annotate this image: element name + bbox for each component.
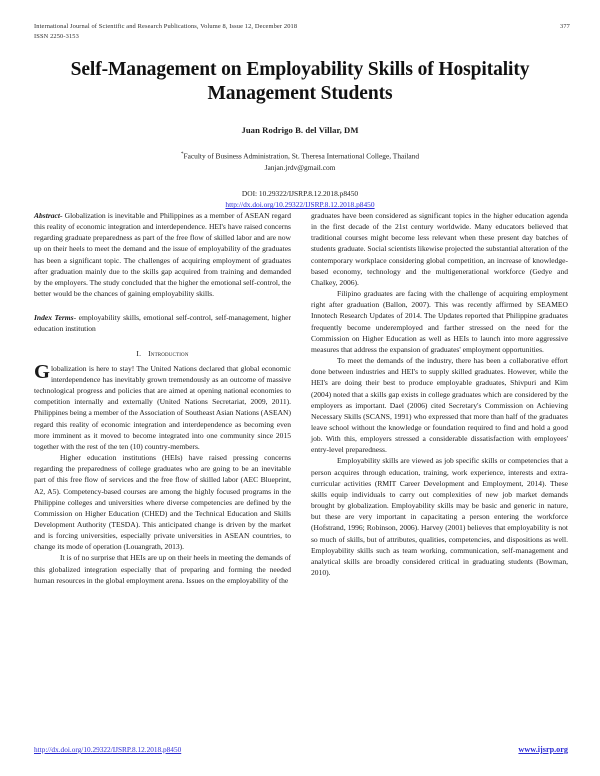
author-email: Janjan.jrdv@gmail.com <box>264 162 336 172</box>
right-paragraph-3: To meet the demands of the industry, there has been a collaborative effort done between industries and HEI's to supply skilled graduates. However, while the HEI's are doing their best to produce employable graduates, Shivpuri and Kim (2004) noted that a skills gap exists in college graduates which are considered by the employers as important. Dael (2006) cited Secretary's Commission on Achieving Necessary Skills (SCANS, 1991) who expressed that more than half of the graduates leave school without the knowledge or foundation required to find and hold a good job. With this, employers stressed a considerable dissatisfaction with employees' entry-level preparedness. <box>311 356 568 455</box>
index-terms-label: Index Terms <box>34 313 74 323</box>
intro-paragraph-1-text: lobalization is here to stay! The United Nations declared that global economic interdependence has inevitably grown tremendously as an outcome of massive technological progress and policies that are aimed at opening national economies to competition internally and externally (United Nations Secretariat, 2009, 2011). Philippines being a member of the Association of Southeast Asian Nations (ASEAN) regard this reality of economic integration and interdependence as becoming even more imminent as it moved to become integrated into one community since 2015 together with the rest of the ten (10) country-members. <box>34 363 291 451</box>
page-number: 377 <box>560 23 570 30</box>
affiliation <box>42 151 558 162</box>
page-title: Self-Management on Employability Skills of Hospitality Management Students <box>70 59 530 105</box>
footer-site-link[interactable]: www.ijsrp.org <box>518 745 568 754</box>
abstract-text: Globalization is inevitable and Philippines as a member of ASEAN regard this reality of economic integration and interdependence. HEI's have raised concerns regarding graduate preparedness as part of the free flow of skilled labor and are now up on their heels to meet the demand and the issue of employability of the graduates has been a significant topic. The challenges of acquiring employment of graduates after graduation mainly due to the skills gap acquired from training and demanded by the employers. The study concluded that the higher the emotional self-control, the better would be the chances of gaining employability skills. <box>34 211 291 299</box>
doi-block <box>42 188 558 210</box>
author-name: Juan Rodrigo B. del Villar, DM <box>241 125 359 136</box>
intro-paragraph-3: It is of no surprise that HEIs are up on their heels in meeting the demands of this globalized integration especially that of preparing and forming the needed human resources in the global employment arena. Issues on the employability of the <box>34 553 291 585</box>
section-numeral: I. <box>136 348 142 358</box>
title-block <box>42 58 558 211</box>
index-terms-paragraph <box>34 312 291 334</box>
drop-cap: G <box>34 360 50 383</box>
intro-paragraph-1 <box>34 360 291 452</box>
affiliation-marker: * <box>180 151 184 158</box>
running-head-left <box>34 22 297 42</box>
section-heading-introduction <box>34 348 291 359</box>
abstract-paragraph <box>34 210 291 299</box>
affiliation-text: Faculty of Business Administration, St. Theresa International College, Thailand <box>183 151 420 161</box>
doi-label: DOI: 10.29322/IJSRP.8.12.2018.p8450 <box>241 189 359 199</box>
doi-link[interactable]: http://dx.doi.org/10.29322/IJSRP.8.12.2018.p8450 <box>225 200 375 210</box>
body-columns <box>34 210 568 720</box>
section-title: Introduction <box>148 348 189 358</box>
journal-citation-line: International Journal of Scientific and Research Publications, Volume 8, Issue 12, December 2018 <box>34 23 298 30</box>
abstract-label: Abstract- <box>34 211 63 220</box>
left-column <box>34 210 291 720</box>
index-terms-text: - employability skills, emotional self-control, self-management, higher education institution <box>34 313 291 334</box>
page-footer <box>34 745 568 754</box>
issn-line: ISSN 2250-3153 <box>34 32 79 40</box>
footer-doi-link[interactable]: http://dx.doi.org/10.29322/IJSRP.8.12.2018.p8450 <box>34 745 182 754</box>
right-paragraph-4: Employability skills are viewed as job specific skills or competencies that a person acquires through education, training, work experience, interests and extra-curricular activities (RMIT Career Development and Employment, 2014). These skills equip individuals to carry out complexities of new job market demands brought by globalization. Employability skills may be basic and generic in nature, but these are very important in capacitating a person entering the workforce (Hofstrand, 1996; Robinson, 2006). Harvey (2001) believes that employability is not so much of skills, but of attributes, qualities, competencies, and dispositions as well. Employability skills such as team working, communication, self-management and analytical skills are broadly considered critical in graduating students (Bowman, 2010). <box>311 456 568 577</box>
running-head <box>34 22 570 42</box>
right-column <box>311 210 568 720</box>
right-paragraph-2: Filipino graduates are facing with the challenge of acquiring employment right after graduation (Ballon, 2007). This was recently affirmed by SEAMEO Innotech Research Updates of 2014. The Updates reported that Philippine graduates frequently become underemployed and farther stressed on the need for the Commission on Higher Education as well as HEIs to launch into more aggressive measures that address the expansion of graduates' employment opportunities. <box>311 289 568 354</box>
intro-paragraph-2: Higher education institutions (HEIs) have raised pressing concerns regarding the preparedness of college graduates who are going to be an inevitable part of this free flow of services and the free flow of skilled labor (AEC Blueprint, A2, A5). Competency-based courses are among the highly focused programs in the Philippine colleges and universities where diverse competencies are defined by the Commission on Higher Education (CHED) and the Technical Education and Skills Development Authority (TESDA). This anticipated change is driven by the market and is forcing universities, especially private universities in ASEAN countries, to change its mode of operation (Louangrath, 2013). <box>34 453 291 552</box>
right-paragraph-1: graduates have been considered as significant topics in the higher education agenda in the first decade of the 21st century worldwide. Many educators believed that traditional courses might become less relevant when these present day batches of students graduate. Social scientists likewise projected the substantial alteration of the contemporary workplace considering global competition, an increase of knowledge-based economy, technology and the multigenerational workforce (Gedye and Chalkey, 2006). <box>311 211 568 287</box>
